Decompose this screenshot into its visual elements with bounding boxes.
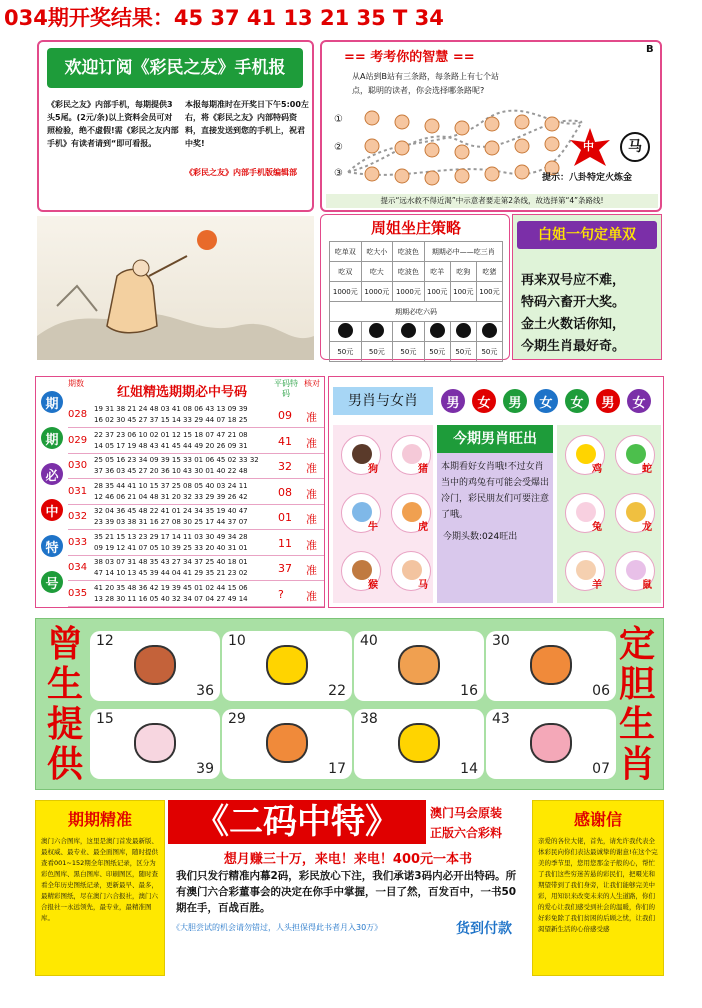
subscribe-left-text: 《彩民之友》内部手机，每期提供3头5尾。(2元/条)以上资料会员可对照检验，绝不虚假!需《彩民之友内部手机》有读者请到“即可看报。	[47, 100, 179, 148]
footer-right	[532, 800, 664, 976]
strategy-header-4: 期期必中——吃三肖	[424, 242, 502, 262]
strategy-cell: 1000元	[393, 282, 425, 302]
puzzle-corner-label: B	[646, 44, 654, 55]
picks-numbers-1: 32 04 36 45 48 22 41 01 24 34 35 19 40 47	[94, 507, 248, 515]
zodiac-card	[486, 709, 616, 779]
animal-badge	[341, 435, 381, 475]
picks-row	[68, 582, 324, 607]
gender-title: 男肖与女肖	[333, 387, 433, 415]
zodiac-number-bottom: 22	[328, 683, 346, 699]
strategy-cell: 50元	[450, 342, 476, 362]
single-double-line-2: 特码六畜开大奖。	[521, 295, 626, 310]
footer-pay: 货到付款	[456, 921, 512, 937]
ball-dot	[456, 323, 471, 338]
animal-label: 龙	[642, 522, 652, 533]
ball-dot	[369, 323, 384, 338]
zodiac-number-top: 12	[96, 633, 114, 649]
strategy-panel	[320, 214, 510, 360]
animal-badge	[341, 493, 381, 533]
animal-label: 鼠	[642, 580, 652, 591]
gender-circle: 男	[596, 389, 620, 413]
picks-period: 033	[68, 536, 88, 548]
zodiac-animal-icon	[530, 645, 572, 685]
strategy-sub-header: 期期必吃六码	[330, 302, 503, 322]
strategy-header-2: 吃大小	[361, 242, 393, 262]
subscribe-right-note: 《彩民之友》内部手机版编辑部	[185, 168, 297, 177]
zodiac-number-top: 29	[228, 711, 246, 727]
animal-label: 马	[418, 580, 428, 591]
footer-left	[35, 800, 165, 976]
zodiac-right-side-4: 肖	[618, 744, 655, 785]
gender-circle: 女	[534, 389, 558, 413]
footer-left-title: 期期精准	[67, 810, 132, 829]
zodiac-card	[354, 709, 484, 779]
picks-code: 09	[278, 409, 292, 422]
zodiac-number-bottom: 17	[328, 761, 346, 777]
zodiac-left-side-2: 生	[46, 664, 83, 705]
picks-row	[68, 480, 324, 505]
gender-circle: 男	[441, 389, 465, 413]
picks-check: 准	[306, 411, 317, 424]
animal-badge	[615, 435, 655, 475]
side-char-1: 期	[41, 391, 63, 413]
strategy-cell: 吃羊	[424, 262, 450, 282]
picks-side	[36, 377, 68, 607]
strategy-cell: 吃双	[330, 262, 362, 282]
puzzle-title: == 考考你的智慧 ==	[344, 50, 475, 65]
picks-col-period: 期数	[68, 379, 84, 388]
puzzle-hint: 提示：八卦特定火炼金	[542, 173, 633, 183]
zodiac-number-bottom: 06	[592, 683, 610, 699]
strategy-dot-cell	[476, 322, 502, 342]
picks-numbers-1: 19 31 38 21 24 48 03 41 08 06 43 13 09 39	[94, 405, 248, 413]
zodiac-left-side-3: 提	[46, 704, 83, 745]
strategy-cell: 吃猪	[476, 262, 502, 282]
picks-period: 031	[68, 485, 88, 497]
picks-period: 035	[68, 587, 88, 599]
strategy-dot-cell	[361, 322, 393, 342]
picks-numbers-2: 23 39 03 38 31 16 27 08 30 25 17 44 37 07	[94, 518, 248, 526]
animal-badge	[391, 435, 431, 475]
side-char-6: 号	[41, 571, 63, 593]
strategy-cell: 50元	[361, 342, 393, 362]
animal-badge	[615, 493, 655, 533]
gender-circle: 男	[503, 389, 527, 413]
animal-label: 猪	[418, 464, 428, 475]
single-double-line-4: 今期生肖最好奇。	[521, 339, 626, 354]
animal-label: 蛇	[642, 464, 652, 475]
animal-badge	[615, 551, 655, 591]
picks-col-title: 红姐精选期期必中号码	[116, 385, 247, 400]
footer-center-note: 《大胆尝试的机会请勿错过，人头担保得此书者月入30万》	[172, 923, 383, 932]
ball-dot	[430, 323, 445, 338]
puzzle-question: 从A站到B站有三条路，每条路上有七个站点，聪明的读者，你会选择哪条路呢?	[352, 72, 499, 95]
gender-left-animals	[333, 425, 433, 603]
footer-right-text: 亲爱的各位大佬，首先，请允许我代表全体彩民向你们表达最诚挚的谢意!在这个完美的季节里，您用您那金子般的心，帮忙了我们这些穷迷苦悬的彩民们，把嗫光和期望带到了我们身旁，让我们能够完美中彩，用知识来改变未来的人生道路，你们的爱心让我们感受到社会的温暖，你们的好彩免除了我们贫困的后顾之忧，让我们渴望新生活的心倍感受感	[538, 837, 658, 933]
strategy-cell: 吃狗	[450, 262, 476, 282]
picks-col-code: 平码特码	[274, 379, 298, 398]
route-label-1: ①	[334, 114, 343, 125]
subscribe-title: 欢迎订阅《彩民之友》手机报	[47, 48, 303, 88]
gender-center	[437, 425, 553, 603]
strategy-cell: 50元	[393, 342, 425, 362]
picks-panel	[35, 376, 325, 608]
gender-center-title: 今期男肖旺出	[437, 425, 553, 453]
picks-numbers-2: 13 28 30 11 16 05 40 32 34 07 04 27 49 14	[94, 594, 248, 603]
zodiac-animal-icon	[398, 645, 440, 685]
picks-check: 准	[306, 513, 317, 526]
zodiac-number-top: 15	[96, 711, 114, 727]
footer-right-title: 感谢信	[573, 810, 622, 829]
route-label-3: ③	[334, 168, 343, 179]
footer-side-2: 正版六合彩料	[430, 826, 503, 840]
animal-badge	[391, 493, 431, 533]
strategy-dot-cell	[424, 322, 450, 342]
picks-numbers-1: 41 20 35 48 36 42 19 39 45 01 02 44 15 06	[94, 583, 248, 592]
zodiac-animal-icon	[530, 723, 572, 763]
answer-badge	[620, 132, 650, 162]
zodiac-number-top: 38	[360, 711, 378, 727]
strategy-dot-cell	[393, 322, 425, 342]
strategy-cell: 1000元	[361, 282, 393, 302]
animal-label: 羊	[592, 580, 602, 591]
picks-row	[68, 556, 324, 581]
side-char-4: 中	[41, 499, 63, 521]
ball-dot	[401, 323, 416, 338]
gender-circle: 女	[627, 389, 651, 413]
footer-center	[168, 800, 528, 976]
puzzle-panel	[320, 40, 662, 212]
zodiac-right-side-3: 生	[618, 704, 655, 745]
zodiac-card	[222, 631, 352, 701]
gender-center-note: 今期头数:024旺出	[443, 532, 518, 542]
animal-badge	[565, 435, 605, 475]
animal-label: 虎	[418, 522, 428, 533]
gender-circle: 女	[472, 389, 496, 413]
picks-check: 准	[306, 589, 317, 603]
zodiac-number-bottom: 14	[460, 761, 478, 777]
animal-label: 狗	[368, 464, 378, 475]
left-animal-grid	[333, 425, 433, 603]
picks-code: 32	[278, 460, 292, 473]
zodiac-animal-icon	[266, 723, 308, 763]
picks-check: 准	[306, 538, 317, 552]
picks-numbers-1: 35 21 15 13 23 29 17 14 11 03 30 49 34 28	[94, 532, 248, 541]
gender-center-text: 本期看好女肖哦!不过女肖当中的鸡兔有可能会受爆出冷门，彩民朋友们可要注意了哦。	[441, 462, 550, 520]
animal-label: 兔	[592, 522, 602, 533]
zodiac-number-top: 40	[360, 633, 378, 649]
picks-numbers-2: 37 36 03 45 27 20 36 10 43 30 01 40 22 48	[94, 467, 248, 475]
animal-badge	[391, 551, 431, 591]
picks-period: 028	[68, 409, 88, 420]
zodiac-card	[354, 631, 484, 701]
single-double-line-3: 金土火数话你知，	[521, 317, 626, 332]
zodiac-number-top: 30	[492, 633, 510, 649]
animal-label: 猴	[368, 580, 378, 591]
strategy-cell: 50元	[330, 342, 362, 362]
subscribe-right-text: 本报每期准时在开奖日下午5:00左右，将《彩民之友》内部特码资料，直接发送到您的手机上，祝君中奖!	[185, 100, 309, 148]
picks-numbers-2: 47 14 10 13 45 39 44 04 41 29 35 21 23 02	[94, 569, 248, 577]
single-double-line-1: 再来双号应不难，	[521, 273, 626, 288]
animal-badge	[341, 551, 381, 591]
picks-numbers-1: 22 37 23 06 10 02 01 12 15 18 07 47 21 08	[94, 430, 248, 439]
side-char-5: 特	[41, 535, 63, 557]
zodiac-card	[90, 631, 220, 701]
draw-result-headline: 034期开奖结果：45 37 41 13 21 35 T 34	[4, 6, 444, 30]
zodiac-animal-icon	[134, 645, 176, 685]
picks-code: 08	[278, 485, 292, 499]
footer-side-1: 澳门马会原装	[430, 806, 503, 820]
picks-code: 41	[278, 434, 292, 448]
answer-label: 马	[628, 139, 642, 155]
strategy-header-3: 吃波色	[393, 242, 425, 262]
picks-code: 01	[278, 511, 292, 524]
ink-painting	[37, 216, 314, 360]
footer-big-title: 《二码中特》	[168, 800, 426, 844]
zodiac-number-bottom: 16	[460, 683, 478, 699]
picks-check: 准	[306, 436, 317, 450]
picks-period: 032	[68, 511, 88, 522]
ball-dot	[338, 323, 353, 338]
single-double-panel	[512, 214, 662, 360]
sage-figure-icon	[37, 216, 314, 360]
side-char-2: 期	[41, 427, 63, 449]
zodiac-number-bottom: 07	[592, 761, 610, 777]
strategy-dot-cell	[330, 322, 362, 342]
animal-badge	[565, 493, 605, 533]
picks-check: 准	[306, 462, 317, 475]
strategy-cell: 50元	[424, 342, 450, 362]
strategy-title: 周姐坐庄策略	[370, 219, 461, 237]
strategy-header-1: 吃单双	[330, 242, 362, 262]
zodiac-left-side-1: 曾	[46, 624, 83, 665]
picks-col-check: 核对	[304, 379, 320, 388]
footer-left-text: 澳门六合图库，这里是澳门首发最新版、最权威、最专业、最全面图库，随时提供查看001~152期全年图纸记录，区分为彩色图库、黑白图库、印刷图区，随时查看全年历史图纸记录，更新最早、最多，最精彩图纸，尽在澳门六合报社，澳门六合报社一永远领先，最专业，最精准图库。	[41, 837, 158, 922]
animal-badge	[565, 551, 605, 591]
ball-dot	[482, 323, 497, 338]
gender-circles	[441, 389, 661, 415]
animal-label: 鸡	[592, 464, 602, 475]
zodiac-number-top: 10	[228, 633, 246, 649]
strategy-cell: 50元	[476, 342, 502, 362]
zodiac-grid-panel	[35, 618, 664, 790]
right-animal-grid	[557, 425, 661, 603]
picks-numbers-2: 14 05 17 19 48 43 41 45 44 49 20 26 09 31	[94, 441, 248, 450]
strategy-cell: 100元	[424, 282, 450, 302]
picks-check: 准	[306, 487, 317, 501]
picks-period: 029	[68, 434, 88, 446]
picks-check: 准	[306, 564, 317, 577]
picks-numbers-2: 12 46 06 21 04 48 31 20 32 33 29 39 26 42	[94, 492, 248, 501]
puzzle-bottom-hint: 提示“远水救不得近渴”中示意者要走第2条线，故选择第“4”条路线!	[326, 194, 658, 208]
strategy-cell: 100元	[450, 282, 476, 302]
picks-numbers-1: 38 03 07 31 48 35 43 27 34 37 25 40 18 01	[94, 558, 248, 566]
side-char-3: 必	[41, 463, 63, 485]
strategy-cell: 100元	[476, 282, 502, 302]
zodiac-animal-icon	[398, 723, 440, 763]
strategy-cell: 吃大	[361, 262, 393, 282]
subscribe-panel	[37, 40, 314, 212]
footer-slogan: 想月赚三十万，来电！来电！400元一本书	[223, 852, 473, 867]
picks-period: 030	[68, 460, 88, 471]
zodiac-card	[222, 709, 352, 779]
zodiac-right-side-2: 胆	[618, 664, 655, 705]
picks-numbers-2: 09 19 12 41 07 05 10 39 25 33 20 40 31 01	[94, 543, 248, 552]
strategy-dot-cell	[450, 322, 476, 342]
picks-row	[68, 505, 324, 530]
picks-numbers-1: 28 35 44 41 10 15 37 25 08 05 40 03 24 11	[94, 481, 248, 490]
route-label-2: ②	[334, 142, 343, 153]
footer-center-text: 我们只发行精准内幕2码，彩民放心下注，我们承诺3码内必开出特码。所有澳门六合彩董事会的决定在你手中掌握，一目了然，百发百中，一书50期在手，百战百胜。	[176, 870, 517, 914]
picks-numbers-2: 16 02 30 45 27 37 15 14 33 29 44 07 18 25	[94, 416, 248, 424]
picks-code: 37	[278, 562, 292, 575]
star-label: 中	[583, 140, 594, 153]
gender-panel	[328, 376, 664, 608]
strategy-cell: 吃波色	[393, 262, 425, 282]
zodiac-right-side-1: 定	[618, 624, 655, 665]
zodiac-number-bottom: 36	[196, 683, 214, 699]
zodiac-number-top: 43	[492, 711, 510, 727]
picks-code: 11	[278, 536, 292, 550]
gender-right-animals	[557, 425, 661, 603]
picks-period: 034	[68, 562, 88, 573]
zodiac-card	[90, 709, 220, 779]
zodiac-left-side-4: 供	[46, 744, 83, 785]
zodiac-card	[486, 631, 616, 701]
picks-row	[68, 531, 324, 556]
picks-row	[68, 403, 324, 428]
gender-circle: 女	[565, 389, 589, 413]
zodiac-number-bottom: 39	[196, 761, 214, 777]
picks-code: ?	[278, 587, 284, 601]
zodiac-animal-icon	[134, 723, 176, 763]
strategy-table	[329, 241, 503, 362]
strategy-cell: 1000元	[330, 282, 362, 302]
zodiac-animal-icon	[266, 645, 308, 685]
single-double-title: 白姐一句定单双	[517, 221, 657, 249]
animal-label: 牛	[368, 522, 378, 533]
picks-row	[68, 454, 324, 479]
picks-row	[68, 429, 324, 454]
picks-numbers-1: 25 05 16 23 34 09 39 15 33 01 06 45 02 33 32	[94, 456, 259, 464]
